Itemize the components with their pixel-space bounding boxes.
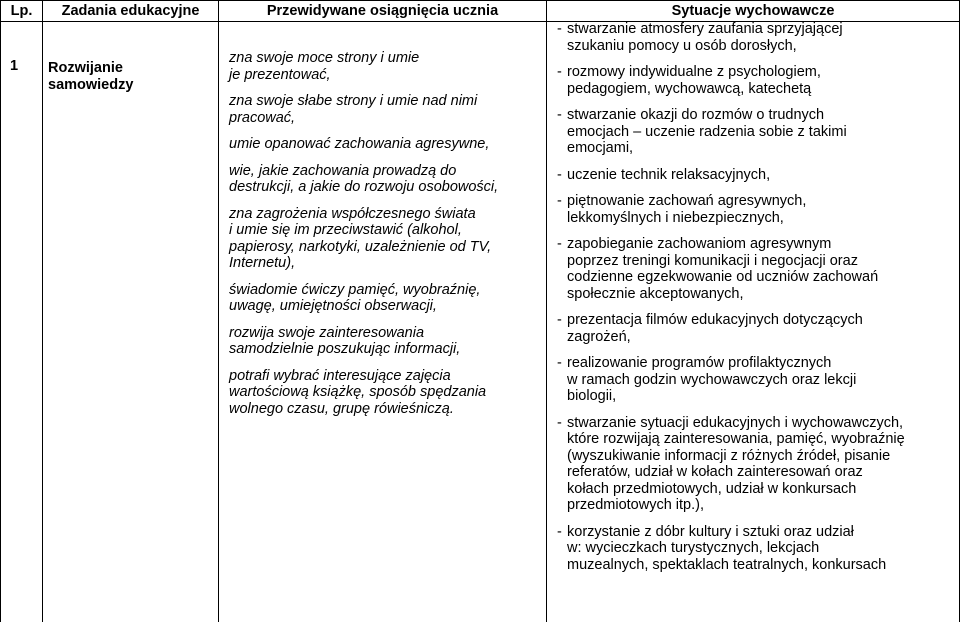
- header-educational-situations: Sytuacje wychowawcze: [671, 3, 835, 19]
- outcome-item: zna swoje moce strony i umie je prezentować,: [229, 50, 420, 83]
- outcomes-list: [229, 50, 529, 427]
- situation-item: - realizowanie programów profilaktycznych w ramach godzin wychowawczych oraz lekcji biologii,: [557, 355, 857, 404]
- outcome-item: potrafi wybrać interesujące zajęcia wartościową książkę, sposób spędzania wolnego czasu, grupę rówieśniczą.: [229, 367, 487, 417]
- outcome-item: świadomie ćwiczy pamięć, wyobraźnię, uwagę, umiejętności obserwacji,: [229, 281, 481, 314]
- task-name: Rozwijanie samowiedzy: [48, 60, 134, 93]
- header-expected-achievements: Przewidywane osiągnięcia ucznia: [266, 3, 499, 19]
- outcome-item: zna swoje słabe strony i umie nad nimi pracować,: [229, 93, 478, 126]
- situation-item: - korzystanie z dóbr kultury i sztuki oraz udział w: wycieczkach turystycznych, lekcjach muzealnych, spektaklach teatralnych, konkursach: [557, 523, 887, 573]
- situation-item: - zapobieganie zachowaniom agresywnym poprzez treningi komunikacji i negocjacji oraz codzienne egzekwowanie od uczniów zachowań społecznie akceptowanych,: [557, 236, 879, 302]
- situation-item: - stwarzanie okazji do rozmów o trudnych emocjach – uczenie radzenia sobie z takimi emocjami,: [557, 107, 847, 156]
- situation-item: - uczenie technik relaksacyjnych,: [557, 166, 771, 183]
- column-divider-1: [42, 0, 43, 622]
- situation-item: - stwarzanie atmosfery zaufania sprzyjającej szukaniu pomocy u osób dorosłych,: [557, 21, 843, 54]
- table-left-border: [0, 0, 1, 622]
- situation-item: - rozmowy indywidualne z psychologiem, pedagogiem, wychowawcą, katechetą: [557, 64, 821, 97]
- situation-item: - piętnowanie zachowań agresywnych, lekkomyślnych i niebezpiecznych,: [557, 193, 807, 226]
- outcome-item: rozwija swoje zainteresowania samodzielnie poszukując informacji,: [229, 324, 461, 357]
- situations-list: [557, 21, 955, 583]
- situation-item: - prezentacja filmów edukacyjnych dotyczących zagrożeń,: [557, 312, 863, 345]
- row-number: 1: [10, 58, 19, 74]
- column-divider-2: [218, 0, 219, 622]
- column-divider-3: [546, 0, 547, 622]
- header-educational-tasks: Zadania edukacyjne: [61, 3, 200, 19]
- outcome-item: wie, jakie zachowania prowadzą do destrukcji, a jakie do rozwoju osobowości,: [229, 162, 499, 195]
- header-lp: Lp.: [10, 3, 33, 19]
- outcome-item: zna zagrożenia współczesnego świata i umie się im przeciwstawić (alkohol, papierosy, narkotyki, uzależnienie od TV, Internetu),: [229, 205, 492, 271]
- situation-item: - stwarzanie sytuacji edukacyjnych i wychowawczych, które rozwijają zainteresowania, pamięć, wyobraźnię (wyszukiwanie informacji z różnych źródeł, pisanie referatów, udział w kołach zainteresowań oraz kołach przedmiotowych, udział w konkursach przedmiotowych itp.),: [557, 414, 905, 513]
- outcome-item: umie opanować zachowania agresywne,: [229, 136, 490, 152]
